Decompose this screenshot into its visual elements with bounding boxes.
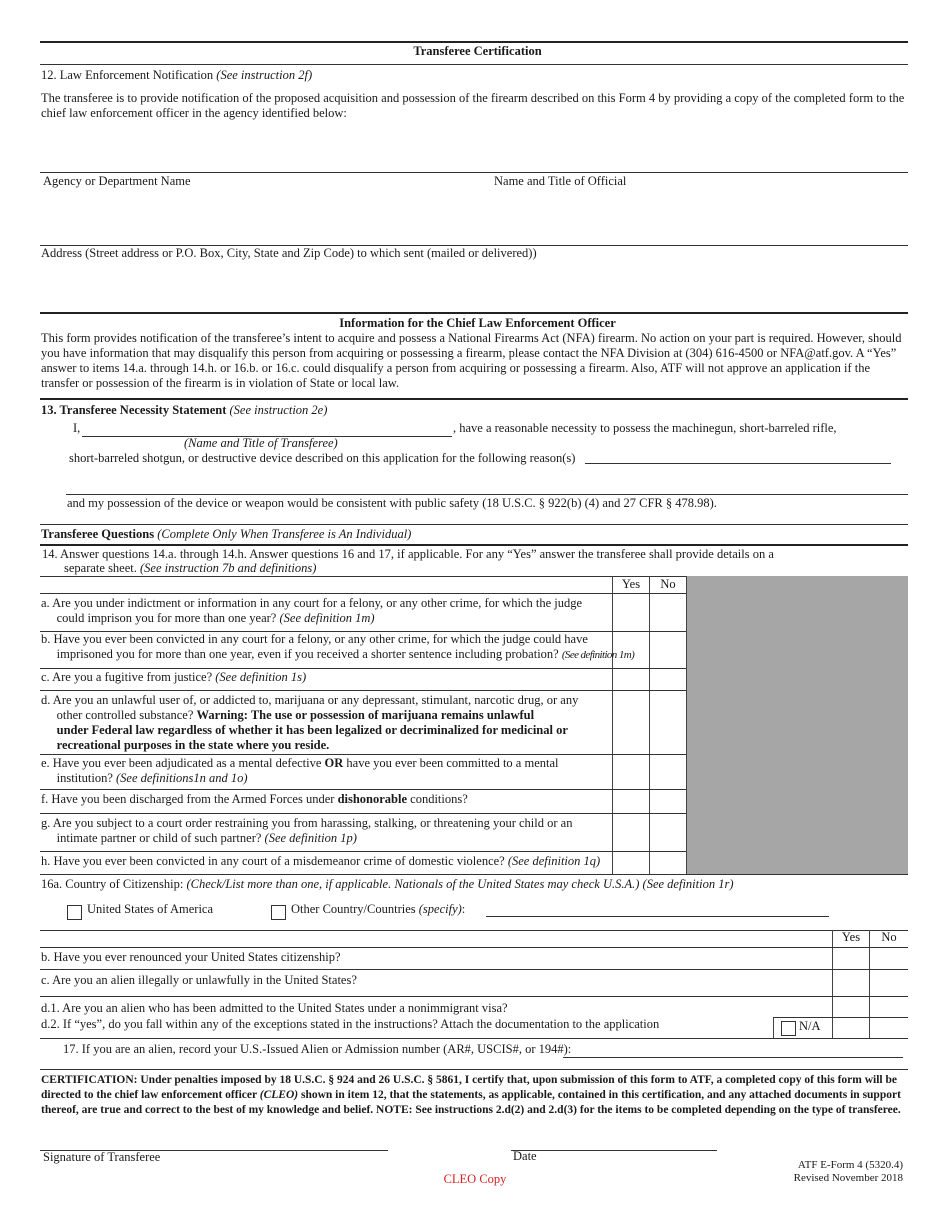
rule <box>40 64 908 65</box>
answer-16c-no[interactable] <box>870 970 908 996</box>
answer-16d1-no[interactable] <box>870 997 908 1017</box>
answer-14c-yes[interactable] <box>613 669 649 690</box>
agency-label: Agency or Department Name <box>43 174 191 188</box>
yes-header: Yes <box>621 577 641 591</box>
answer-14f-yes[interactable] <box>613 790 649 813</box>
answer-14h-yes[interactable] <box>613 852 649 874</box>
answer-14b-no[interactable] <box>650 632 686 668</box>
rule <box>40 874 908 875</box>
rule <box>40 1038 908 1039</box>
answer-14e-yes[interactable] <box>613 755 649 789</box>
answer-16d1-yes[interactable] <box>833 997 869 1017</box>
date-line[interactable] <box>511 1150 717 1151</box>
question-16b: b. Have you ever renounced your United States citizenship? <box>41 950 341 964</box>
rule <box>40 947 908 948</box>
question-14f: f. Have you been discharged from the Armed Forces under dishonorable conditions? <box>41 792 468 806</box>
rule <box>40 1069 908 1070</box>
item13-necessity: , have a reasonable necessity to possess the machinegun, short-barreled rifle, <box>453 421 837 435</box>
question-16d2: d.2. If “yes”, do you fall within any of the exceptions stated in the instructions? Attach the documentation to the application <box>41 1017 660 1031</box>
rule <box>40 312 908 314</box>
answer-14g-yes[interactable] <box>613 814 649 851</box>
cleo-info-text: This form provides notification of the transferee’s intent to acquire and possess a National Firearms Act (NFA) firearm. No action on your part is required. However, should you have information that may disqualify this person from acquiring or possessing a firearm, please contact the NFA Division at (304) 616-4500 or NFA@atf.gov. A “Yes” answer to items 14.a. through 14.h. or 16.b. or 16.c. could disqualify a person from acquiring or possessing a firearm. Also, ATF will not approve an application if the transfer or possession of the firearm is in violation of State or local law. <box>41 331 902 390</box>
address-label: Address (Street address or P.O. Box, City, State and Zip Code) to which sent (mailed or delivered)) <box>41 246 537 260</box>
other-country-checkbox[interactable] <box>271 905 286 920</box>
answer-14d-yes[interactable] <box>613 691 649 754</box>
answer-14g-no[interactable] <box>650 814 686 851</box>
item12-label: 12. Law Enforcement Notification (See instruction 2f) <box>41 68 313 82</box>
item13-i: I, <box>73 421 81 435</box>
col-divider <box>773 1017 774 1038</box>
answer-14c-no[interactable] <box>650 669 686 690</box>
other-country-label: Other Country/Countries (specify): <box>291 902 466 916</box>
answer-16b-no[interactable] <box>870 948 908 969</box>
rule <box>40 789 686 790</box>
rule <box>40 690 686 691</box>
rule <box>40 851 686 852</box>
na-checkbox[interactable] <box>781 1021 796 1036</box>
answer-14a-yes[interactable] <box>613 594 649 631</box>
question-14h: h. Have you ever been convicted in any court of a misdemeanor crime of domestic violence? (See definition 1q) <box>41 854 601 868</box>
item13-public-safety: and my possession of the device or weapon would be consistent with public safety (18 U.S.C. § 922(b) (4) and 27 CFR § 478.98). <box>67 496 717 510</box>
certification-text: CERTIFICATION: Under penalties imposed by 18 U.S.C. § 924 and 26 U.S.C. § 5861, I certify that, upon submission of this form to ATF, a completed copy of this form will be directed to the chief law enforcement officer (CLEO) shown in item 12, that the statements, as applicable, contained in this certification, and any attached documents in support thereof, are true and correct to the best of my knowledge and belief. NOTE: See instructions 2.d(2) and 2.d(3) for the items to be completed depending on the type of transferee. <box>41 1074 901 1116</box>
answer-14f-no[interactable] <box>650 790 686 813</box>
agency-line[interactable] <box>40 172 908 173</box>
item12-instructions: The transferee is to provide notification of the proposed acquisition and possession of the firearm described on this Form 4 by providing a copy of the completed form to the chief law enforcement officer in the agency identified below: <box>41 91 905 120</box>
question-14g: g. Are you subject to a court order restraining you from harassing, stalking, or threatening your child or an intimate partner or child of such partner? (See definition 1p) <box>41 816 573 845</box>
signature-label: Signature of Transferee <box>43 1150 161 1164</box>
col-divider <box>686 576 687 874</box>
no-header: No <box>660 577 676 591</box>
usa-label: United States of America <box>87 902 214 916</box>
rule <box>40 996 908 997</box>
rule <box>40 969 908 970</box>
usa-checkbox[interactable] <box>67 905 82 920</box>
rule <box>40 813 686 814</box>
form-revised: Revised November 2018 <box>793 1172 903 1184</box>
question-14c: c. Are you a fugitive from justice? (See definition 1s) <box>41 670 307 684</box>
alien-number-line[interactable] <box>563 1057 903 1058</box>
copy-label: CLEO Copy <box>443 1172 507 1186</box>
rule <box>40 524 908 525</box>
item17-label: 17. If you are an alien, record your U.S.-Issued Alien or Admission number (AR#, USCIS#, or 194#): <box>63 1042 572 1056</box>
rule <box>40 398 908 400</box>
reasons-line-2[interactable] <box>66 494 908 495</box>
no-header: No <box>881 930 897 944</box>
official-label: Name and Title of Official <box>494 174 627 188</box>
rule <box>40 668 686 669</box>
question-14d: d. Are you an unlawful user of, or addicted to, marijuana or any depressant, stimulant, narcotic drug, or any other controlled substance? Warning: The use or possession of marijuana remains unlawful under Federal law regardless of whether it has been legalized or decriminalized for medicinal or recreational purposes in the state where you reside. <box>41 693 579 752</box>
date-label: Date <box>513 1149 537 1163</box>
answer-16c-yes[interactable] <box>833 970 869 996</box>
form-id: ATF E-Form 4 (5320.4) <box>797 1159 903 1171</box>
top-rule <box>40 41 908 43</box>
rule <box>773 1017 832 1018</box>
answer-14e-no[interactable] <box>650 755 686 789</box>
item16a-label: 16a. Country of Citizenship: (Check/List more than one, if applicable. Nationals of the United States may check U.S.A.) (See definition 1r) <box>41 877 734 891</box>
answer-16b-yes[interactable] <box>833 948 869 969</box>
section-title: Transferee Certification <box>413 44 542 58</box>
na-label: N/A <box>799 1019 821 1033</box>
answer-14h-no[interactable] <box>650 852 686 874</box>
questions-intro-2: separate sheet. (See instruction 7b and definitions) <box>64 561 317 575</box>
question-14e: e. Have you ever been adjudicated as a mental defective OR have you ever been committed to a mental institution? (See definitions1n and 1o) <box>41 756 559 785</box>
questions-intro-1: 14. Answer questions 14.a. through 14.h. Answer questions 16 and 17, if applicable. For any “Yes” answer the transferee shall provide details on a <box>42 547 774 561</box>
rule <box>40 544 908 546</box>
question-14b: b. Have you ever been convicted in any court for a felony, or any other crime, for which the judge could have imprisoned you for more than one year, even if you received a shorter sentence including probation? (See definition 1m) <box>41 632 635 661</box>
other-country-line[interactable] <box>486 916 829 917</box>
answer-14b-yes[interactable] <box>613 632 649 668</box>
questions-header: Transferee Questions (Complete Only When Transferee is An Individual) <box>41 527 412 541</box>
reasons-line[interactable] <box>585 463 891 464</box>
yes-header: Yes <box>841 930 861 944</box>
answer-14d-no[interactable] <box>650 691 686 754</box>
cleo-info-title: Information for the Chief Law Enforcement Officer <box>339 316 616 330</box>
answer-16d2-no[interactable] <box>870 1018 908 1038</box>
question-14a: a. Are you under indictment or information in any court for a felony, or any other crime, for which the judge could imprison you for more than one year? (See definition 1m) <box>41 596 583 625</box>
rule <box>40 576 686 577</box>
item13-reasons-text: short-barreled shotgun, or destructive device described on this application for the following reason(s) <box>69 451 576 465</box>
answer-16d2-yes[interactable] <box>833 1018 869 1038</box>
rule <box>40 754 686 755</box>
answer-14a-no[interactable] <box>650 594 686 631</box>
question-16d1: d.1. Are you an alien who has been admitted to the United States under a nonimmigrant visa? <box>41 1001 508 1015</box>
rule <box>40 930 908 931</box>
transferee-name-caption: (Name and Title of Transferee) <box>184 436 338 450</box>
item13-label: 13. Transferee Necessity Statement (See instruction 2e) <box>41 403 328 417</box>
rule <box>40 593 686 594</box>
question-16c: c. Are you an alien illegally or unlawfully in the United States? <box>41 973 357 987</box>
shaded-area <box>686 576 908 874</box>
